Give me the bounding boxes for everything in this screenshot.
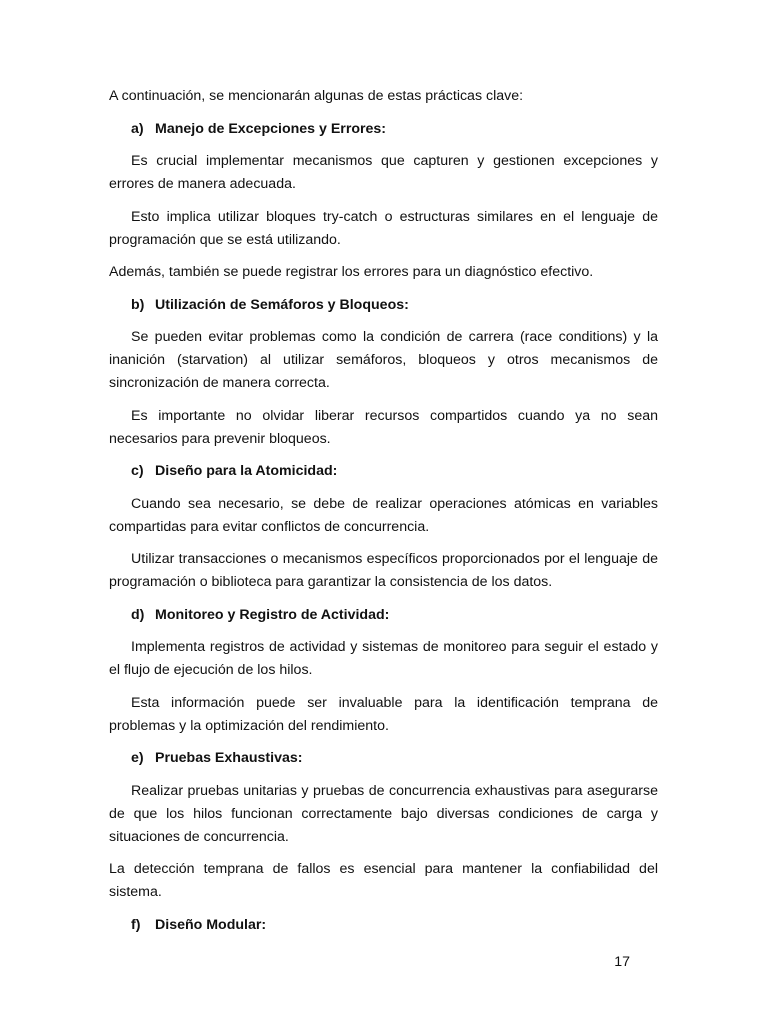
- paragraph: Realizar pruebas unitarias y pruebas de concurrencia exhaustivas para asegurarse de que los hilos funcionan correctamente bajo diversas condiciones de carga y situaciones de concurrencia.: [109, 782, 658, 845]
- paragraph: Esto implica utilizar bloques try-catch o estructuras similares en el lenguaje de programación que se está utilizando.: [109, 208, 658, 248]
- section-heading-f: [109, 914, 658, 937]
- heading-text: Monitoreo y Registro de Actividad:: [155, 606, 390, 623]
- paragraph: Esta información puede ser invaluable para la identificación temprana de problemas y la optimización del rendimiento.: [109, 694, 658, 734]
- paragraph: Cuando sea necesario, se debe de realizar operaciones atómicas en variables compartidas para evitar conflictos de concurrencia.: [109, 495, 658, 535]
- paragraph: Es importante no olvidar liberar recursos compartidos cuando ya no sean necesarios para prevenir bloqueos.: [109, 407, 658, 447]
- paragraph: Es crucial implementar mecanismos que capturen y gestionen excepciones y errores de manera adecuada.: [109, 153, 658, 192]
- heading-label: a): [131, 120, 144, 137]
- heading-text: Pruebas Exhaustivas:: [155, 750, 303, 766]
- heading-label: e): [131, 750, 144, 766]
- section-heading-b: [109, 294, 658, 317]
- heading-text: Diseño para la Atomicidad:: [155, 463, 338, 479]
- heading-label: b): [131, 296, 145, 313]
- paragraph: Se pueden evitar problemas como la condición de carrera (race conditions) y la inanición (starvation) al utilizar semáforos, bloqueos y otros mecanismos de sincronización de manera correcta.: [109, 329, 658, 391]
- heading-text: Diseño Modular:: [155, 916, 267, 933]
- section-heading-e: [109, 747, 658, 770]
- paragraph: Utilizar transacciones o mecanismos específicos proporcionados por el lenguaje de programación o biblioteca para garantizar la consistencia de los datos.: [109, 551, 658, 590]
- heading-label: d): [131, 606, 145, 623]
- heading-label: c): [131, 463, 144, 479]
- heading-text: Manejo de Excepciones y Errores:: [155, 120, 387, 137]
- paragraph: Además, también se puede registrar los errores para un diagnóstico efectivo.: [109, 264, 594, 280]
- intro-paragraph: A continuación, se mencionarán algunas de estas prácticas clave:: [109, 88, 524, 104]
- section-heading-d: [109, 604, 658, 627]
- paragraph: Implementa registros de actividad y sistemas de monitoreo para seguir el estado y el flujo de ejecución de los hilos.: [109, 639, 658, 678]
- page-number: 17: [614, 954, 630, 970]
- section-heading-a: [109, 118, 658, 141]
- section-heading-c: [109, 460, 658, 483]
- document-body: [109, 85, 658, 946]
- heading-text: Utilización de Semáforos y Bloqueos:: [155, 296, 409, 313]
- paragraph: La detección temprana de fallos es esencial para mantener la confiabilidad del sistema.: [109, 861, 658, 900]
- heading-label: f): [131, 916, 141, 933]
